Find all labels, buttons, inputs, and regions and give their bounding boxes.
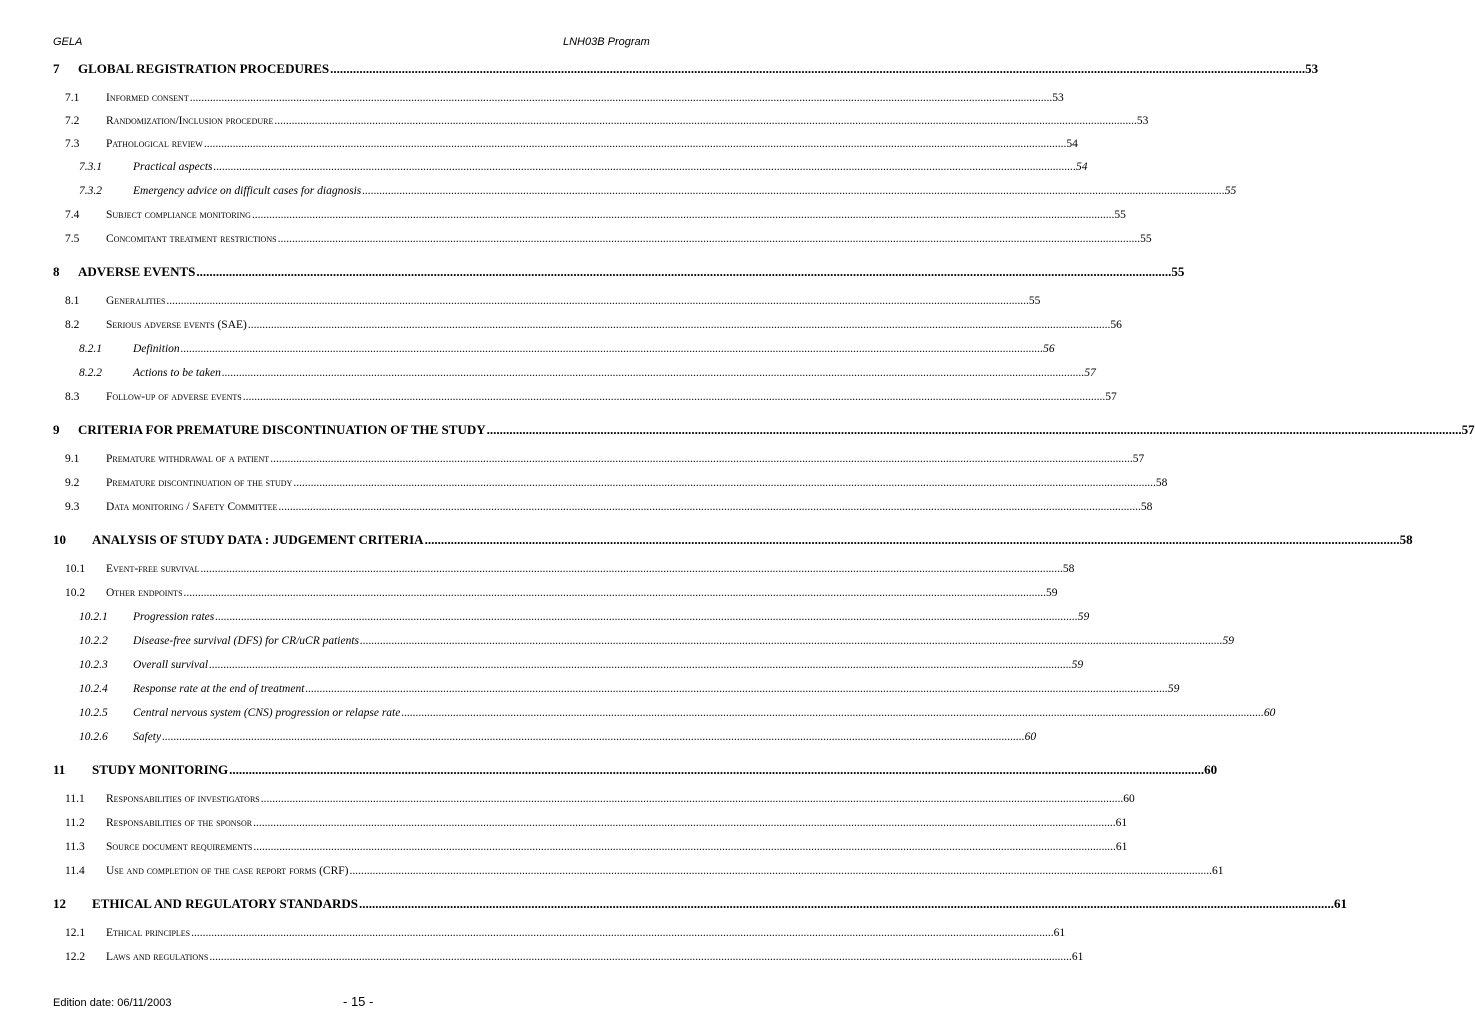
toc-leader-dots: ............................................................................................................................................................................................................................................................................................................ xyxy=(221,367,1085,379)
toc-entry-number: 8.2 xyxy=(65,319,80,331)
toc-leader-dots: ............................................................................................................................................................................................................................................................................................................ xyxy=(242,391,1106,403)
toc-entry-number: 10.2.5 xyxy=(79,707,108,719)
toc-entry[interactable] xyxy=(0,477,1168,493)
toc-entry-title: Emergency advice on difficult cases for diagnosis xyxy=(133,185,362,197)
toc-entry[interactable] xyxy=(0,587,1058,603)
toc-entry-number: 8.2.2 xyxy=(79,367,102,379)
toc-entry[interactable] xyxy=(0,501,1153,517)
toc-entry-page: 55 xyxy=(1028,295,1041,307)
toc-entry-number: 10.2.1 xyxy=(79,611,108,623)
toc-entry-page: 59 xyxy=(1077,611,1090,623)
toc-leader-dots: ............................................................................................................................................................................................................................................................................................................ xyxy=(360,635,1223,647)
toc-entry-number: 7.3 xyxy=(65,138,80,150)
toc-entry[interactable] xyxy=(0,762,1218,778)
toc-leader-dots: ............................................................................................................................................................................................................................................................................................................ xyxy=(166,295,1029,307)
toc-entry-number: 10.2.2 xyxy=(79,635,108,647)
toc-entry-page: 59 xyxy=(1222,635,1235,647)
toc-entry-number: 12.1 xyxy=(65,927,86,939)
toc-entry-number: 10 xyxy=(53,532,66,547)
toc-entry-title: Informed consent xyxy=(106,92,189,104)
toc-entry-page: 61 xyxy=(1071,951,1084,963)
toc-entry-number: 9 xyxy=(53,422,60,437)
toc-entry-page: 56 xyxy=(1043,343,1055,355)
toc-leader-dots: ............................................................................................................................................................................................................................................................................................................ xyxy=(251,209,1115,221)
toc-entry-number: 8 xyxy=(53,264,60,279)
toc-entry[interactable] xyxy=(0,319,1122,335)
toc-entry[interactable] xyxy=(0,422,1475,438)
toc-leader-dots: ............................................................................................................................................................................................................................................................................................................ xyxy=(305,683,1168,695)
footer-edition-date: Edition date: 06/11/2003 xyxy=(53,997,172,1009)
toc-entry-title: ANALYSIS OF STUDY DATA : JUDGEMENT CRITERIA xyxy=(92,532,424,547)
toc-entry-page: 61 xyxy=(1115,817,1128,829)
toc-entry-page: 53 xyxy=(1136,115,1149,127)
toc-entry-number: 12.2 xyxy=(65,951,86,963)
toc-leader-dots: ............................................................................................................................................................................................................................................................................................................ xyxy=(196,264,1172,279)
toc-leader-dots: ............................................................................................................................................................................................................................................................................................................ xyxy=(189,92,1053,104)
toc-leader-dots: ............................................................................................................................................................................................................................................................................................................ xyxy=(162,731,1025,743)
toc-leader-dots: ............................................................................................................................................................................................................................................................................................................ xyxy=(253,841,1116,853)
toc-entry-page: 60 xyxy=(1263,707,1276,719)
toc-leader-dots: ............................................................................................................................................................................................................................................................................................................ xyxy=(358,896,1334,911)
toc-entry-page: 61 xyxy=(1115,841,1128,853)
toc-entry-title: Ethical principles xyxy=(106,927,191,939)
toc-leader-dots: ............................................................................................................................................................................................................................................................................................................ xyxy=(191,927,1054,939)
toc-entry-title: Definition xyxy=(133,343,180,355)
toc-entry-number: 11.1 xyxy=(65,793,85,805)
toc-entry-number: 10.2.6 xyxy=(79,731,108,743)
toc-leader-dots: ............................................................................................................................................................................................................................................................................................................ xyxy=(362,185,1225,197)
toc-entry-title: Overall survival xyxy=(133,659,209,671)
toc-entry-page: 55 xyxy=(1224,185,1237,197)
toc-entry-page: 60 xyxy=(1204,762,1218,777)
toc-entry-page: 57 xyxy=(1105,391,1117,403)
toc-entry-title: Responsabilities of the sponsor xyxy=(106,817,253,829)
toc-entry[interactable] xyxy=(0,611,1090,627)
toc-entry[interactable] xyxy=(0,951,1084,967)
toc-entry-title: Event-free survival xyxy=(106,563,200,575)
toc-entry[interactable] xyxy=(0,115,1149,131)
toc-entry-page: 60 xyxy=(1123,793,1135,805)
toc-entry[interactable] xyxy=(0,865,1224,881)
toc-entry-page: 54 xyxy=(1076,161,1088,173)
toc-entry[interactable] xyxy=(0,927,1066,943)
toc-entry[interactable] xyxy=(0,264,1185,280)
toc-entry-title: ADVERSE EVENTS xyxy=(78,264,196,279)
toc-entry[interactable] xyxy=(0,343,1055,359)
toc-entry-page: 59 xyxy=(1046,587,1058,599)
toc-entry-number: 7.1 xyxy=(65,92,80,104)
toc-entry-page: 59 xyxy=(1071,659,1084,671)
toc-entry[interactable] xyxy=(0,793,1135,809)
toc-entry-title: Randomization/Inclusion procedure xyxy=(106,115,274,127)
toc-entry-number: 11.4 xyxy=(65,865,85,877)
toc-entry-page: 56 xyxy=(1110,319,1122,331)
toc-entry-number: 11 xyxy=(53,762,66,777)
toc-entry-number: 8.2.1 xyxy=(79,343,102,355)
toc-entry[interactable] xyxy=(0,532,1413,548)
toc-leader-dots: ............................................................................................................................................................................................................................................................................................................ xyxy=(247,319,1111,331)
toc-entry-title: Follow-up of adverse events xyxy=(106,391,242,403)
toc-entry-page: 58 xyxy=(1155,477,1168,489)
toc-entry[interactable] xyxy=(0,161,1088,177)
toc-entry-page: 55 xyxy=(1171,264,1185,279)
toc-entry-number: 11.3 xyxy=(65,841,85,853)
toc-leader-dots: ............................................................................................................................................................................................................................................................................................................ xyxy=(274,115,1137,127)
toc-entry[interactable] xyxy=(0,707,1276,723)
toc-leader-dots: ............................................................................................................................................................................................................................................................................................................ xyxy=(215,611,1078,623)
toc-leader-dots: ............................................................................................................................................................................................................................................................................................................ xyxy=(424,532,1400,547)
toc-entry-title: Generalities xyxy=(106,295,166,307)
toc-leader-dots: ............................................................................................................................................................................................................................................................................................................ xyxy=(209,659,1072,671)
toc-entry-title: Actions to be taken xyxy=(133,367,221,379)
toc-entry[interactable] xyxy=(0,817,1128,833)
toc-entry-page: 58 xyxy=(1062,563,1075,575)
toc-entry-title: Pathological review xyxy=(106,138,203,150)
toc-entry[interactable] xyxy=(0,233,1152,249)
toc-entry[interactable] xyxy=(0,731,1037,747)
toc-entry-title: Laws and regulations xyxy=(106,951,209,963)
toc-entry-number: 7 xyxy=(53,61,60,76)
toc-entry-title: Practical aspects xyxy=(133,161,213,173)
toc-leader-dots: ............................................................................................................................................................................................................................................................................................................ xyxy=(278,501,1141,513)
toc-entry[interactable] xyxy=(0,367,1096,383)
toc-entry[interactable] xyxy=(0,295,1041,311)
toc-entry-number: 9.2 xyxy=(65,477,80,489)
toc-entry-number: 11.2 xyxy=(65,817,85,829)
toc-entry-page: 55 xyxy=(1114,209,1126,221)
toc-entry-number: 7.5 xyxy=(65,233,80,245)
toc-entry-title: Progression rates xyxy=(133,611,215,623)
toc-entry-number: 7.3.1 xyxy=(79,161,102,173)
toc-entry-title: Disease-free survival (DFS) for CR/uCR patients xyxy=(133,635,360,647)
toc-entry-number: 10.2.3 xyxy=(79,659,108,671)
toc-entry-page: 60 xyxy=(1024,731,1037,743)
toc-entry-page: 53 xyxy=(1052,92,1064,104)
toc-entry-page: 61 xyxy=(1333,896,1347,911)
toc-entry-page: 57 xyxy=(1084,367,1096,379)
toc-entry-page: 54 xyxy=(1066,138,1078,150)
toc-leader-dots: ............................................................................................................................................................................................................................................................................................................ xyxy=(183,587,1047,599)
toc-leader-dots: ............................................................................................................................................................................................................................................................................................................ xyxy=(209,951,1072,963)
toc-leader-dots: ............................................................................................................................................................................................................................................................................................................ xyxy=(401,707,1264,719)
toc-entry-number: 7.2 xyxy=(65,115,80,127)
toc-entry-title: Safety xyxy=(133,731,162,743)
toc-entry[interactable] xyxy=(0,563,1075,579)
toc-leader-dots: ............................................................................................................................................................................................................................................................................................................ xyxy=(203,138,1067,150)
toc-entry-number: 10.2.4 xyxy=(79,683,108,695)
toc-entry-page: 57 xyxy=(1461,422,1475,437)
toc-entry-title: ETHICAL AND REGULATORY STANDARDS xyxy=(92,896,358,911)
toc-entry-title: CRITERIA FOR PREMATURE DISCONTINUATION OF THE STUDY xyxy=(78,422,486,437)
toc-entry-title: STUDY MONITORING xyxy=(92,762,229,777)
toc-entry[interactable] xyxy=(0,683,1180,699)
toc-entry-page: 57 xyxy=(1132,453,1145,465)
toc-entry[interactable] xyxy=(0,92,1064,108)
toc-entry-number: 7.3.2 xyxy=(79,185,102,197)
toc-leader-dots: ............................................................................................................................................................................................................................................................................................................ xyxy=(213,161,1077,173)
toc-entry-title: Central nervous system (CNS) progression or relapse rate xyxy=(133,707,401,719)
toc-entry[interactable] xyxy=(0,209,1126,225)
header-right: LNH03B Program xyxy=(563,36,650,48)
toc-entry-title: Concomitant treatment restrictions xyxy=(106,233,277,245)
toc-entry-title: Premature discontinuation of the study xyxy=(106,477,293,489)
toc-leader-dots: ............................................................................................................................................................................................................................................................................................................ xyxy=(293,477,1156,489)
footer-page-number: - 15 - xyxy=(343,994,374,1009)
toc-leader-dots: ............................................................................................................................................................................................................................................................................................................ xyxy=(229,762,1205,777)
toc-entry-page: 55 xyxy=(1140,233,1152,245)
toc-entry-page: 58 xyxy=(1399,532,1413,547)
toc-entry-page: 61 xyxy=(1053,927,1066,939)
toc-entry[interactable] xyxy=(0,185,1237,201)
toc-entry-number: 9.1 xyxy=(65,453,80,465)
toc-leader-dots: ............................................................................................................................................................................................................................................................................................................ xyxy=(277,233,1141,245)
toc-entry[interactable] xyxy=(0,61,1319,77)
toc-entry-number: 8.1 xyxy=(65,295,80,307)
toc-entry-title: Source document requirements xyxy=(106,841,253,853)
toc-leader-dots: ............................................................................................................................................................................................................................................................................................................ xyxy=(270,453,1133,465)
toc-entry-number: 10.1 xyxy=(65,563,86,575)
toc-entry-number: 8.3 xyxy=(65,391,80,403)
toc-entry[interactable] xyxy=(0,453,1145,469)
toc-entry-title: GLOBAL REGISTRATION PROCEDURES xyxy=(78,61,330,76)
toc-leader-dots: ............................................................................................................................................................................................................................................................................................................ xyxy=(260,793,1124,805)
toc-entry[interactable] xyxy=(0,841,1128,857)
toc-entry-number: 7.4 xyxy=(65,209,80,221)
toc-entry[interactable] xyxy=(0,635,1235,651)
toc-entry-page: 58 xyxy=(1140,501,1153,513)
toc-entry-page: 61 xyxy=(1211,865,1224,877)
toc-entry-number: 9.3 xyxy=(65,501,80,513)
toc-leader-dots: ............................................................................................................................................................................................................................................................................................................ xyxy=(180,343,1044,355)
toc-entry-title: Other endpoints xyxy=(106,587,183,599)
toc-entry-number: 12 xyxy=(53,896,66,911)
toc-entry-title: Serious adverse events (SAE) xyxy=(106,319,247,331)
toc-entry-number: 10.2 xyxy=(65,587,86,599)
toc-entry[interactable] xyxy=(0,659,1084,675)
toc-entry-title: Data monitoring / Safety Committee xyxy=(106,501,278,513)
toc-leader-dots: ............................................................................................................................................................................................................................................................................................................ xyxy=(253,817,1116,829)
toc-entry-title: Premature withdrawal of a patient xyxy=(106,453,270,465)
toc-leader-dots: ............................................................................................................................................................................................................................................................................................................ xyxy=(349,865,1212,877)
header-left: GELA xyxy=(53,36,83,48)
toc-entry-title: Responsabilities of investigators xyxy=(106,793,260,805)
toc-leader-dots: ............................................................................................................................................................................................................................................................................................................ xyxy=(330,61,1306,76)
toc-entry-title: Use and completion of the case report forms (CRF) xyxy=(106,865,349,877)
toc-entry[interactable] xyxy=(0,391,1117,407)
toc-entry-title: Subject compliance monitoring xyxy=(106,209,251,221)
toc-entry-title: Response rate at the end of treatment xyxy=(133,683,305,695)
toc-entry-page: 59 xyxy=(1167,683,1180,695)
toc-leader-dots: ............................................................................................................................................................................................................................................................................................................ xyxy=(200,563,1063,575)
toc-entry[interactable] xyxy=(0,138,1078,154)
toc-entry-page: 53 xyxy=(1305,61,1319,76)
toc-entry[interactable] xyxy=(0,896,1347,912)
toc-leader-dots: ............................................................................................................................................................................................................................................................................................................ xyxy=(486,422,1462,437)
